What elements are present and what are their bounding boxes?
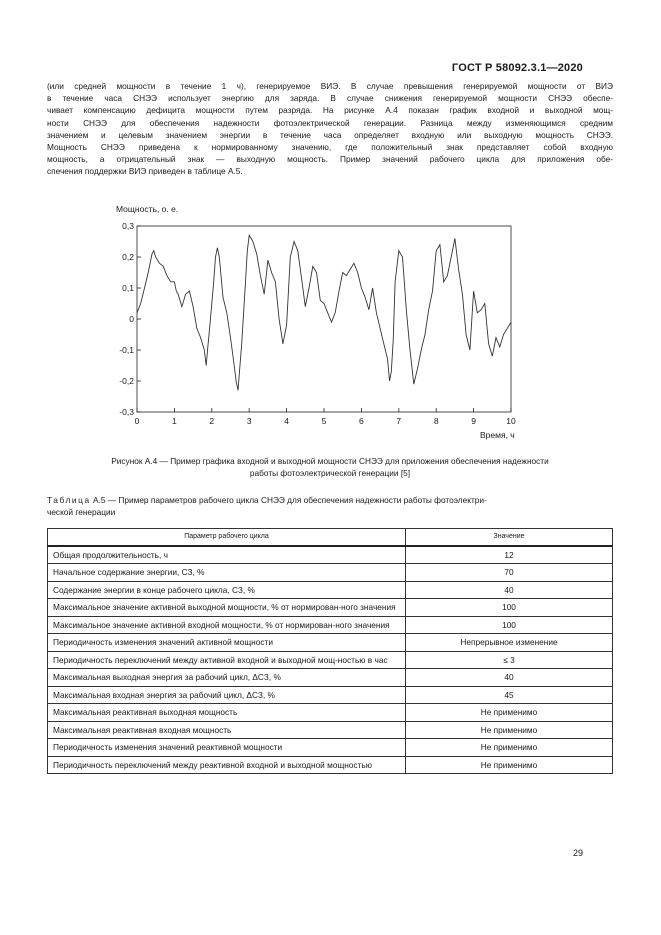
paragraph-line: в течение часа СНЭЭ использует энергию для заряда. В случае снижения генерируемой мощности СНЭЭ обеспе- [47,93,613,104]
x-tick-label: 0 [134,416,140,426]
paragraph-line: мощность, а отрицательный знак — выходную мощность. Пример значений рабочего цикла для приложения обе- [47,154,613,165]
y-tick-label: 0,3 [122,221,134,231]
table-row [48,546,613,564]
parameter-cell: Максимальная входная энергия за рабочий цикл, ΔСЗ, % [48,686,406,704]
page-number: 29 [572,848,583,858]
power-chart [108,198,528,444]
caption-line: работы фотоэлектрической генерации [5] [249,468,411,478]
table-row [48,651,613,669]
series-line [137,235,511,390]
value-cell: Не применимо [406,721,613,739]
x-tick-label: 10 [506,416,516,426]
figure-caption [47,455,613,479]
chart-ylabel: Мощность, о. е. [116,204,179,214]
x-tick-label: 3 [246,416,252,426]
y-tick-label: 0 [129,314,134,324]
paragraph-line: чивает компенсацию дефицита мощности путем разряда. На рисунке А.4 показан график входной и выходной мощ- [47,105,613,116]
document-code: ГОСТ Р 58092.3.1—2020 [451,62,583,74]
parameter-cell: Содержание энергии в конце рабочего цикла, СЗ, % [48,581,406,599]
chart-xlabel: Время, ч [480,430,515,440]
x-tick-label: 9 [471,416,476,426]
y-tick-label: -0,3 [119,407,134,417]
value-cell: Непрерывное изменение [406,634,613,652]
table-row [48,686,613,704]
value-cell: Не применимо [406,704,613,722]
column-header-parameter: Параметр рабочего цикла [48,529,406,546]
value-cell: ≤ 3 [406,651,613,669]
table-row [48,564,613,582]
y-axis [119,221,141,417]
parameter-cell: Максимальная реактивная выходная мощность [48,704,406,722]
table-row [48,739,613,757]
parameter-cell: Периодичность изменения значений активной мощности [48,634,406,652]
y-tick-label: 0,2 [122,252,134,262]
body-paragraph [47,80,613,178]
value-cell: 40 [406,581,613,599]
value-cell: 45 [406,686,613,704]
parameter-cell: Начальное содержание энергии, СЗ, % [48,564,406,582]
paragraph-line: ности СНЭЭ для обеспечения надежности фотоэлектрической генерации. Разница между изменяющимся средним [47,117,613,128]
plot-frame [137,226,511,412]
table-row [48,581,613,599]
table-title-line [47,494,613,506]
table-header-row [48,529,613,546]
table-row [48,599,613,617]
x-tick-label: 5 [321,416,327,426]
paragraph-line: Мощность СНЭЭ приведена к нормированному значению, где положительный знак представляет собой входную [47,142,613,153]
table-row [48,669,613,687]
paragraph-line: значением и целевым значением энергии в течение часа определяет входную или выходную мощность СНЭЭ. [47,129,613,140]
table-row [48,756,613,774]
x-tick-label: 6 [359,416,364,426]
value-cell: 12 [406,546,613,564]
value-cell: 100 [406,599,613,617]
parameter-cell: Максимальная реактивная входная мощность [48,721,406,739]
y-tick-label: -0,2 [119,376,134,386]
y-tick-label: -0,1 [119,345,134,355]
value-cell: Не применимо [406,756,613,774]
table-title [47,494,613,518]
parameter-cell: Периодичность переключений между реактивной входной и выходной мощностью [48,756,406,774]
x-tick-label: 7 [396,416,402,426]
x-tick-label: 1 [172,416,177,426]
table-body [48,546,613,774]
parameter-cell: Периодичность переключений между активной входной и выходной мощ-ностью в час [48,651,406,669]
x-tick-label: 4 [284,416,289,426]
table-row [48,721,613,739]
table-title-line: ческой генерации [47,507,116,517]
parameter-cell: Максимальная выходная энергия за рабочий цикл, ΔСЗ, % [48,669,406,687]
parameters-table [47,528,613,774]
column-header-value: Значение [406,529,613,546]
x-tick-label: 8 [433,416,439,426]
table-row [48,634,613,652]
table-row [48,704,613,722]
x-tick-label: 2 [209,416,215,426]
table-label: Таблица [47,495,91,505]
parameter-cell: Максимальное значение активной входной мощности, % от нормирован-ного значения [48,616,406,634]
paragraph-line: (или средней мощности в течение 1 ч), генерируемое ВИЭ. В случае превышения генерируемой мощности от ВИЭ [47,81,613,91]
y-tick-label: 0,1 [122,283,134,293]
x-axis [135,408,516,426]
table-title-text: А.5 — Пример параметров рабочего цикла СНЭЭ для обеспечения надежности работы фотоэлектри- [90,495,487,505]
parameter-cell: Периодичность изменения значений реактивной мощности [48,739,406,757]
table-row [48,616,613,634]
value-cell: Не применимо [406,739,613,757]
caption-line: Рисунок А.4 — Пример графика входной и выходной мощности СНЭЭ для приложения обеспечения надежности [111,456,549,466]
parameter-cell: Максимальное значение активной выходной мощности, % от нормирован-ного значения [48,599,406,617]
value-cell: 40 [406,669,613,687]
paragraph-line: спечения поддержки ВИЭ приведен в таблице А.5. [47,166,243,177]
value-cell: 70 [406,564,613,582]
value-cell: 100 [406,616,613,634]
parameter-cell: Общая продолжительность, ч [48,546,406,564]
